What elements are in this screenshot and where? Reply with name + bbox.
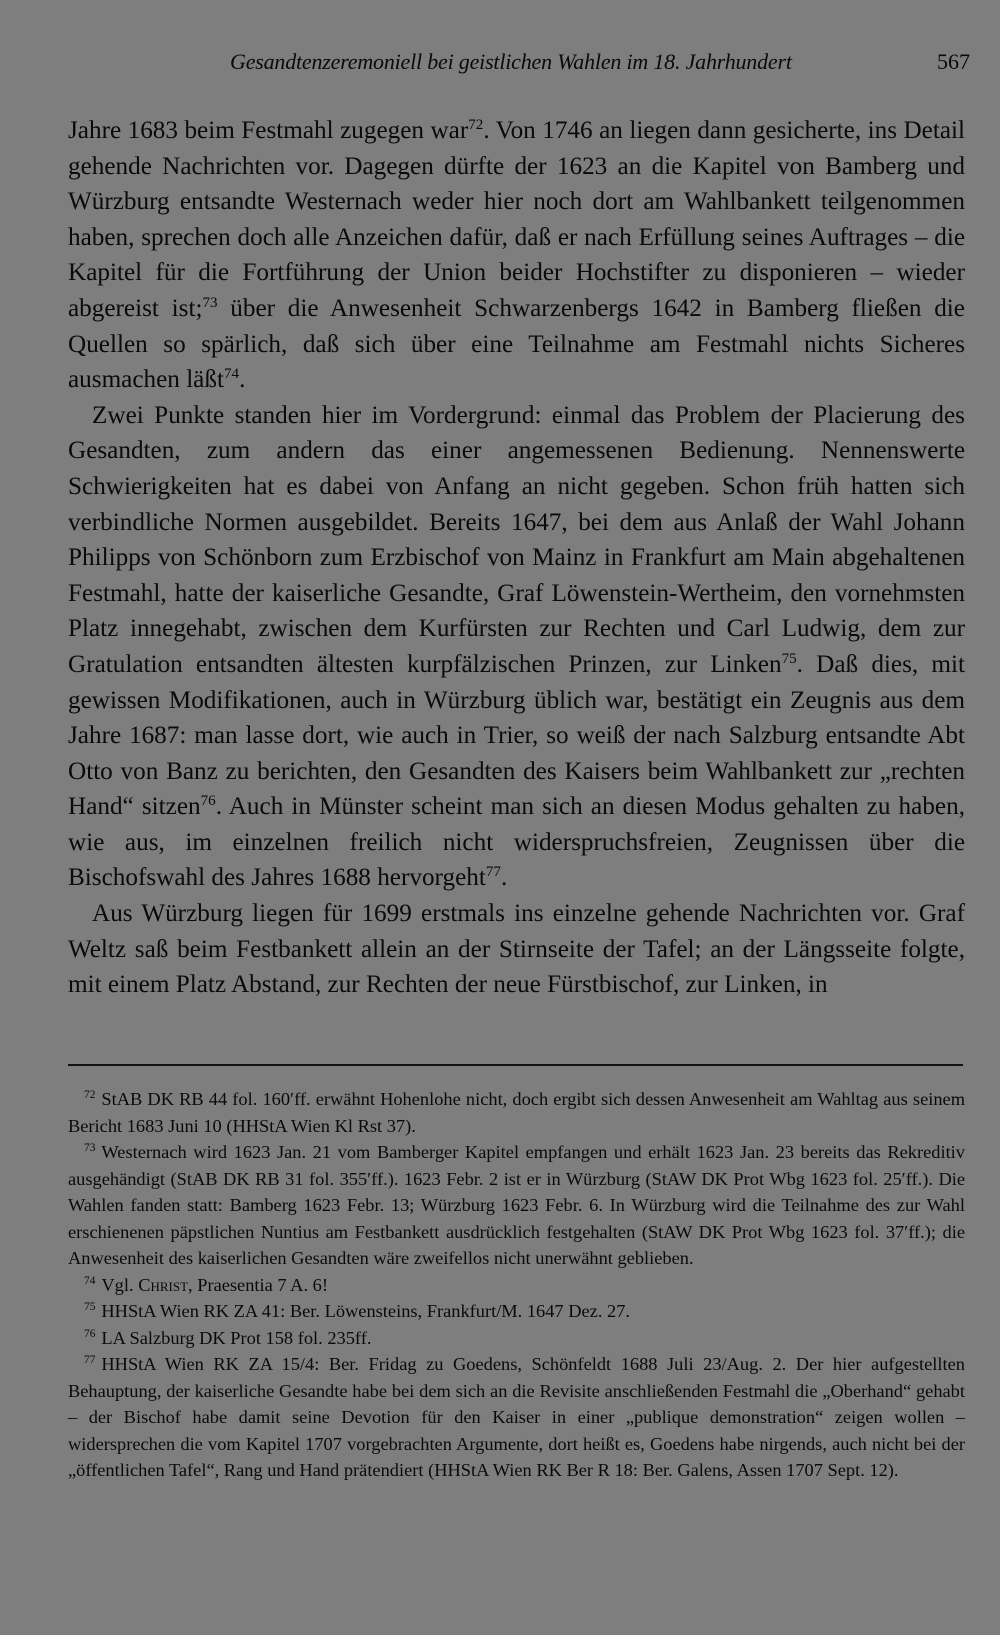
- paragraph-1: [68, 113, 965, 398]
- paragraph-2-text-a: Zwei Punkte standen hier im Vordergrund: einmal das Problem der Placierung des Gesandten, zum andern das einer angemessenen Bedienung. Nennenswerte Schwierigkeiten hat es dabei von Anfang an nicht gegeben. Schon früh hatten sich verbindliche Normen ausgebildet. Bereits 1647, bei dem aus Anlaß der Wahl Johann Philipps von Schönborn zum Erzbischof von Mainz in Frankfurt am Main abgehaltenen Festmahl, hatte der kaiserliche Gesandte, Graf Löwenstein-Wertheim, den vornehmsten Platz innegehabt, zwischen dem Kurfürsten zur Rechten und Carl Ludwig, dem zur Gratulation entsandten ältesten kurpfälzischen Prinzen, zur Linken: [68, 401, 965, 678]
- footnote-ref-77: 77: [485, 864, 501, 881]
- footnote-77: [68, 1351, 965, 1484]
- paragraph-2: [68, 398, 965, 896]
- footnote-ref-72: 72: [468, 116, 484, 133]
- running-title: Gesandtenzeremoniell bei geistlichen Wahlen im 18. Jahrhundert: [230, 49, 792, 74]
- footnote-text: HHStA Wien RK ZA 41: Ber. Löwensteins, Frankfurt/M. 1647 Dez. 27.: [101, 1301, 631, 1321]
- footnote-ref-74: 74: [223, 366, 240, 383]
- paragraph-1-text-d: .: [239, 366, 246, 394]
- main-text: [68, 113, 965, 1003]
- paragraph-1-text-c: über die Anwesenheit Schwarzenbergs 1642 in Bamberg fließen die Quellen so spärlich, daß sich über eine Teilnahme am Festmahl nichts Sicheres ausmachen läßt: [68, 294, 965, 394]
- footnote-number: 77: [84, 1354, 96, 1367]
- paragraph-2-text-c: . Auch in Münster scheint man sich an diesen Modus gehalten zu haben, wie aus, im einzelnen freilich nicht widerspruchsfreien, Zeugnissen über die Bischofswahl des Jahres 1688 hervorgeht: [68, 793, 965, 892]
- paragraph-2-text-d: .: [500, 864, 508, 892]
- footnote-75: [68, 1298, 965, 1325]
- footnote-73: [68, 1139, 965, 1272]
- footnote-text-post: , Praesentia 7 A. 6!: [188, 1274, 328, 1295]
- footnote-ref-75: 75: [781, 650, 797, 667]
- footnote-number: 76: [84, 1327, 96, 1340]
- footnote-divider: [68, 1064, 963, 1066]
- footnote-text: Westernach wird 1623 Jan. 21 vom Bamberger Kapitel empfangen und erhält 1623 Jan. 23 bereits das Rekreditiv ausgehändigt (StAB DK RB 31 fol. 355′ff.). 1623 Febr. 2 ist er in Würzburg (StAW DK Prot Wbg 1623 fol. 25′ff.). Die Wahlen fanden statt: Bamberg 1623 Febr. 13; Würzburg 1623 Febr. 6. In Würzburg wird die Teilnahme des zur Wahl erschienenen päpstlichen Nuntius am Festbankett ausdrücklich festgehalten (StAW DK Prot Wbg 1623 fol. 37′ff.); die Anwesenheit des kaiserlichen Gesandten wäre zweifellos nicht unerwähnt geblieben.: [68, 1142, 965, 1268]
- paragraph-3-text: Aus Würzburg liegen für 1699 erstmals ins einzelne gehende Nachrichten vor. Graf Weltz saß beim Festbankett allein an der Stirnseite der Tafel; an der Längsseite folgte, mit einem Platz Abstand, zur Rechten der neue Fürstbischof, zur Linken, in: [68, 900, 965, 999]
- footnote-text: LA Salzburg DK Prot 158 fol. 235ff.: [101, 1327, 372, 1348]
- footnote-72: [68, 1086, 965, 1139]
- running-header: [230, 47, 970, 77]
- paragraph-3: [68, 896, 965, 1003]
- footnote-number: 72: [84, 1089, 96, 1102]
- page-number: 567: [937, 49, 970, 74]
- footnote-text: HHStA Wien RK ZA 15/4: Ber. Fridag zu Goedens, Schönfeldt 1688 Juli 23/Aug. 2. Der hier aufgestellten Behauptung, der kaiserliche Gesandte habe bei dem sich an die Revisite anschließenden Festmahl die „Oberhand“ gehabt – der Bischof habe damit seine Devotion für den Kaiser in einer „publique demonstration“ zeigen wollen – widersprechen die vom Kapitel 1707 vorgebrachten Argumente, dort heißt es, Goedens habe nirgends, auch nicht bei der „öffentlichen Tafel“, Rang und Hand prätendiert (HHStA Wien RK Ber R 18: Ber. Galens, Assen 1707 Sept. 12).: [68, 1354, 965, 1480]
- footnote-ref-73: 73: [202, 294, 218, 311]
- footnote-number: 75: [84, 1301, 96, 1314]
- footnote-number: 74: [84, 1274, 96, 1287]
- footnote-number: 73: [84, 1142, 96, 1155]
- footnote-text: StAB DK RB 44 fol. 160′ff. erwähnt Hohenlohe nicht, doch ergibt sich dessen Anwesenheit am Wahltag aus seinem Bericht 1683 Juni 10 (HHStA Wien Kl Rst 37).: [68, 1089, 965, 1136]
- paragraph-1-text-a: Jahre 1683 beim Festmahl zugegen war: [68, 117, 469, 144]
- footnote-text-pre: Vgl.: [101, 1274, 139, 1295]
- footnote-74: [68, 1272, 965, 1299]
- footnotes: [68, 1086, 965, 1484]
- paragraph-2-text-b: . Daß dies, mit gewissen Modifikationen, auch in Würzburg üblich war, bestätigt ein Zeugnis aus dem Jahre 1687: man lasse dort, wie auch in Trier, so weiß der nach Salzburg entsandte Abt Otto von Banz zu berichten, den Gesandten des Kaisers beim Wahlbankett zur „rechten Hand“ sitzen: [68, 650, 965, 821]
- footnote-76: [68, 1325, 965, 1352]
- footnote-author: Christ: [138, 1274, 189, 1295]
- paragraph-1-text-b: . Von 1746 an liegen dann gesicherte, ins Detail gehende Nachrichten vor. Dagegen dürfte der 1623 an die Kapitel von Bamberg und Würzburg entsandte Westernach weder hier noch dort am Wahlbankett teilgenommen haben, sprechen doch alle Anzeichen dafür, daß er nach Erfüllung seines Auftrages – die Kapitel für die Fortführung der Union beider Hochstifter zu disponieren – wieder abgereist ist;: [68, 117, 965, 322]
- footnote-ref-76: 76: [200, 793, 216, 810]
